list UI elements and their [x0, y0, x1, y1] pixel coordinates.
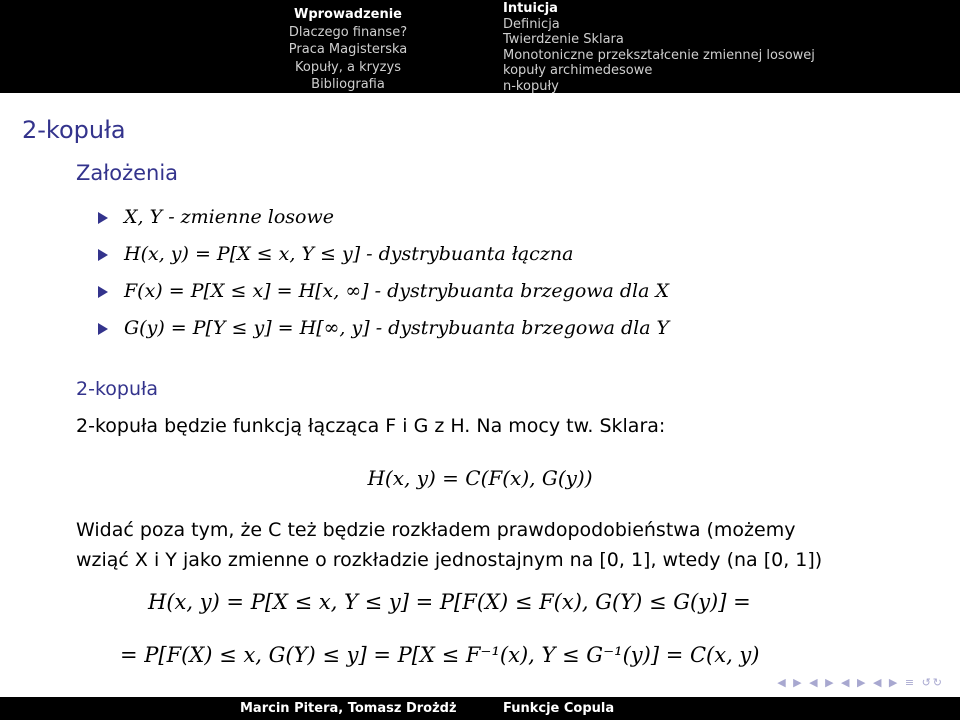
subsection-nav	[503, 1, 815, 94]
nav-subsection-intuicja[interactable]: Intuicja	[503, 1, 558, 16]
list-item	[96, 240, 896, 277]
nav-section-praca-magisterska[interactable]: Praca Magisterska	[288, 42, 408, 57]
paragraph-line: Widać poza tym, że C też będzie rozkładem prawdopodobieństwa (możemy	[76, 519, 796, 541]
bullet-text: F(x) = P[X ≤ x] = H[x, ∞] - dystrybuanta brzegowa dla X	[124, 280, 670, 302]
explanation-paragraph	[76, 515, 916, 575]
bullet-text: G(y) = P[Y ≤ y] = H[∞, y] - dystrybuanta brzegowa dla Y	[124, 317, 670, 339]
equation-sklar: H(x, y) = C(F(x), G(y))	[367, 466, 593, 490]
list-item	[96, 277, 896, 314]
list-item	[96, 203, 896, 240]
equation-line-2: = P[F(X) ≤ x, G(Y) ≤ y] = P[X ≤ F⁻¹(x), Y ≤ G⁻¹(y)] = C(x, y)	[120, 643, 760, 667]
bullet-text: X, Y - zmienne losowe	[124, 206, 334, 228]
nav-subsection-monotoniczne[interactable]: Monotoniczne przekształcenie zmiennej losowej	[503, 47, 815, 63]
nav-subsection-definicja[interactable]: Definicja	[503, 16, 560, 32]
subsection-title: 2-kopuła	[76, 378, 159, 400]
nav-section-bibliografia[interactable]: Bibliografia	[311, 77, 385, 92]
nav-subsection-n-kopuly[interactable]: n-kopuły	[503, 78, 559, 94]
nav-section-dlaczego-finanse[interactable]: Dlaczego finanse?	[288, 24, 408, 40]
beamer-navigation-icons[interactable]: ◀ ▶ ◀ ▶ ◀ ▶ ◀ ▶ ≡ ↺↻	[777, 676, 944, 689]
list-item	[96, 314, 896, 351]
paragraph-line: wziąć X i Y jako zmienne o rozkładzie jednostajnym na [0, 1], wtedy (na [0, 1])	[76, 549, 823, 571]
footer-title: Funkcje Copula	[503, 701, 615, 716]
slide-title: 2-kopuła	[22, 116, 126, 144]
section-nav	[198, 6, 498, 94]
header-nav-bar	[0, 0, 960, 93]
bullet-triangle-icon	[98, 212, 108, 224]
footer-authors: Marcin Pitera, Tomasz Drożdż	[240, 701, 457, 716]
equation-line-1: H(x, y) = P[X ≤ x, Y ≤ y] = P[F(X) ≤ F(x), G(Y) ≤ G(y)] =	[148, 590, 751, 614]
footer-bar	[0, 697, 960, 720]
bullet-triangle-icon	[98, 323, 108, 335]
subsection-text: 2-kopuła będzie funkcją łącząca F i G z H. Na mocy tw. Sklara:	[76, 415, 666, 437]
block-title: Założenia	[76, 161, 179, 185]
nav-section-kopuly-kryzys[interactable]: Kopuły, a kryzys	[295, 59, 401, 75]
assumptions-list	[96, 203, 896, 351]
nav-subsection-archimedesowe[interactable]: kopuły archimedesowe	[503, 63, 653, 78]
bullet-triangle-icon	[98, 286, 108, 298]
bullet-triangle-icon	[98, 249, 108, 261]
nav-subsection-twierdzenie-sklara[interactable]: Twierdzenie Sklara	[503, 32, 624, 47]
bullet-text: H(x, y) = P[X ≤ x, Y ≤ y] - dystrybuanta łączna	[124, 243, 574, 265]
nav-section-wprowadzenie[interactable]: Wprowadzenie	[294, 7, 402, 22]
